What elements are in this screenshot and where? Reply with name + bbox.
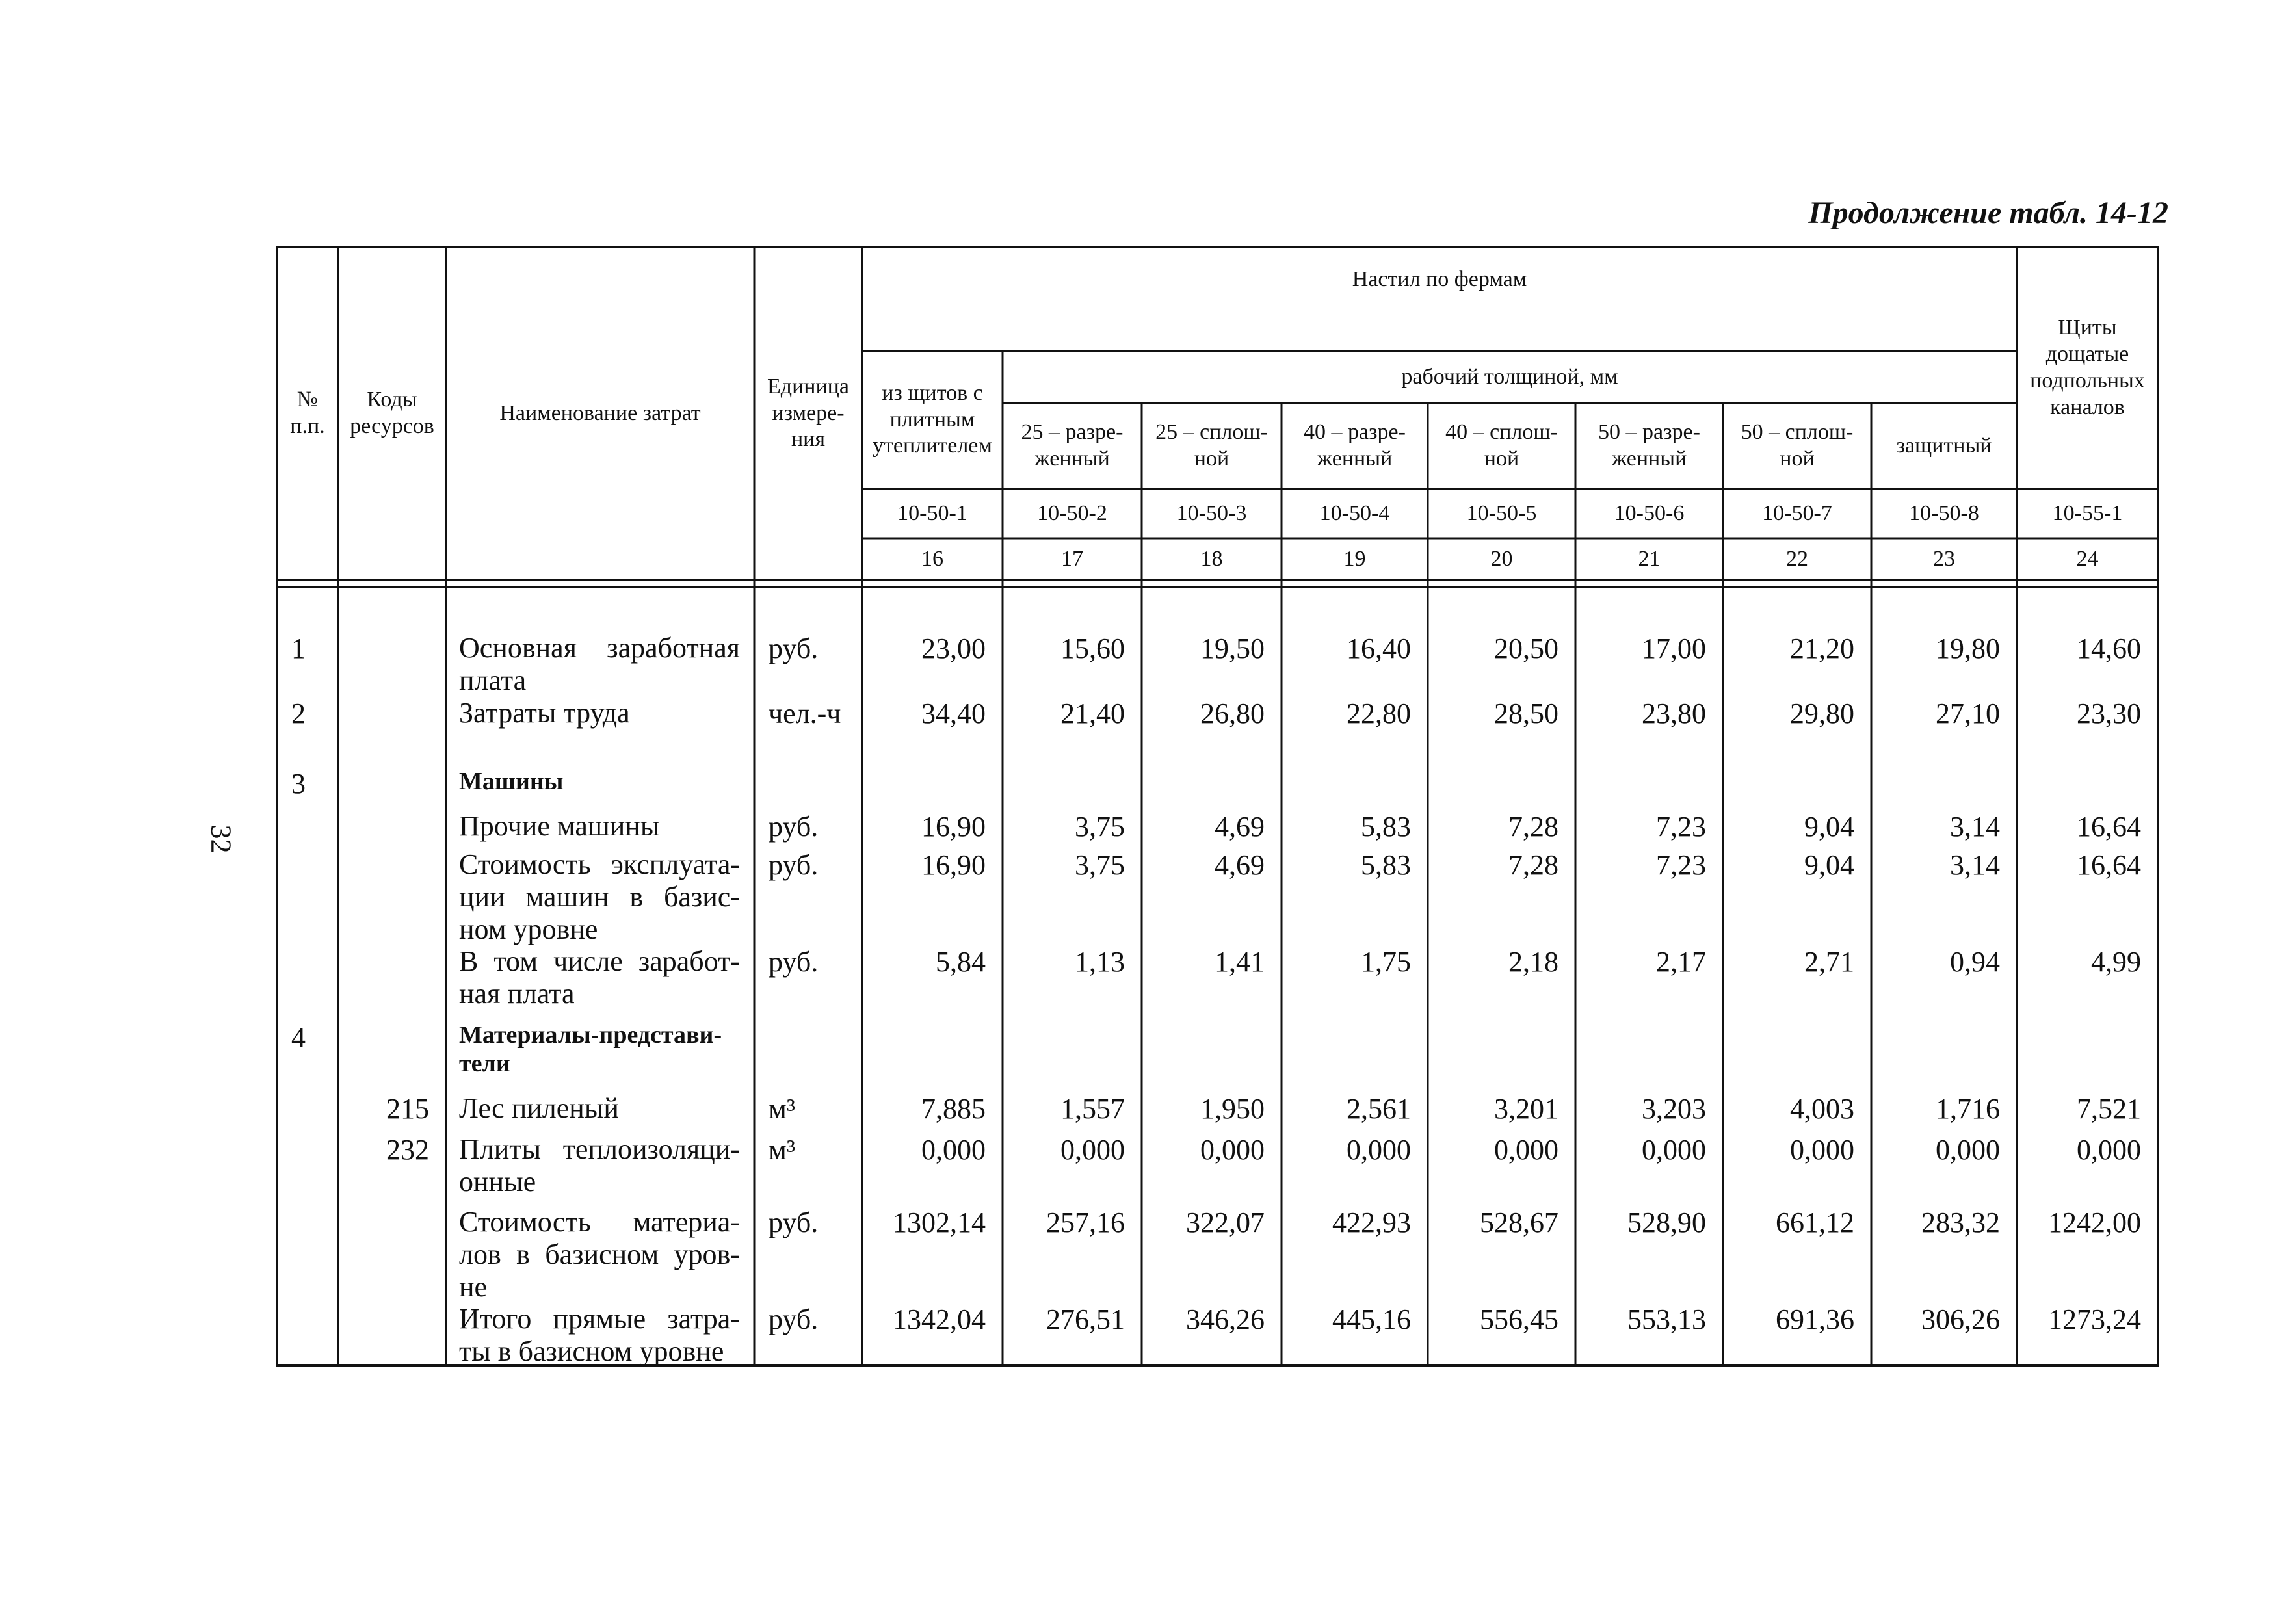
norm-code: 10-50-2 — [1037, 501, 1107, 525]
column-number: 22 — [1786, 546, 1808, 571]
column-number: 16 — [921, 546, 943, 571]
cell-value: 2,561 — [1347, 1093, 1411, 1125]
column-header: 50 – разре-женный — [1598, 420, 1700, 471]
cell-value: 661,12 — [1776, 1207, 1854, 1238]
cost-name: Машины — [459, 768, 564, 795]
cell-value: 1,41 — [1215, 946, 1265, 978]
cell-value: 1,557 — [1060, 1093, 1125, 1125]
row-number: 4 — [291, 1021, 306, 1053]
cell-value: 3,75 — [1075, 811, 1125, 843]
cell-value: 1242,00 — [2048, 1207, 2141, 1238]
unit-of-measure: руб. — [769, 849, 819, 881]
header-group: Настил по фермам — [1352, 267, 1527, 291]
cell-value: 26,80 — [1200, 698, 1265, 729]
cell-value: 2,18 — [1508, 946, 1558, 978]
cost-name: В том числе заработ-ная плата — [459, 945, 740, 1010]
column-header: 50 – сплош-ной — [1741, 420, 1854, 471]
cell-value: 276,51 — [1046, 1303, 1125, 1335]
cell-value: 7,28 — [1508, 811, 1558, 843]
column-number: 18 — [1200, 546, 1223, 571]
unit-of-measure: руб. — [769, 1303, 819, 1335]
cell-value: 15,60 — [1060, 633, 1125, 664]
norm-code: 10-50-4 — [1319, 501, 1390, 525]
cell-value: 21,20 — [1790, 633, 1854, 664]
cell-value: 4,99 — [2091, 946, 2141, 978]
cell-value: 3,203 — [1642, 1093, 1706, 1125]
column-number: 23 — [1933, 546, 1955, 571]
cost-name: Затраты труда — [459, 697, 630, 729]
column-header: 25 – разре-женный — [1021, 420, 1124, 471]
unit-of-measure: м³ — [769, 1093, 796, 1125]
page-number: 32 — [205, 824, 237, 854]
cell-value: 0,94 — [1950, 946, 2000, 978]
cell-value: 1342,04 — [893, 1303, 986, 1335]
cell-value: 306,26 — [1921, 1303, 2000, 1335]
cell-value: 0,000 — [1060, 1134, 1125, 1166]
cell-value: 22,80 — [1347, 698, 1411, 729]
cell-value: 1,75 — [1361, 946, 1411, 978]
cell-value: 34,40 — [921, 698, 986, 729]
cost-name: Стоимость эксплуата-ции машин в базис-ном уровне — [459, 848, 740, 945]
cell-value: 9,04 — [1804, 849, 1854, 881]
cell-value: 20,50 — [1494, 633, 1558, 664]
column-header: из щитов с плитным утеплителем — [873, 380, 992, 458]
cell-value: 21,40 — [1060, 698, 1125, 729]
cell-value: 7,885 — [921, 1093, 986, 1125]
unit-of-measure: руб. — [769, 633, 819, 664]
cell-value: 7,23 — [1656, 849, 1706, 881]
header-name: Наименование затрат — [499, 400, 701, 425]
cell-value: 257,16 — [1046, 1207, 1125, 1238]
cost-name: Лес пиленый — [459, 1092, 619, 1124]
cell-value: 528,90 — [1627, 1207, 1706, 1238]
cell-value: 1273,24 — [2048, 1303, 2141, 1335]
cost-name: Стоимость материа-лов в базисном уров-не — [459, 1206, 740, 1303]
cell-value: 3,14 — [1950, 849, 2000, 881]
cell-value: 17,00 — [1642, 633, 1706, 664]
cell-value: 283,32 — [1921, 1207, 2000, 1238]
cell-value: 346,26 — [1186, 1303, 1265, 1335]
cell-value: 23,30 — [2077, 698, 2141, 729]
norm-code: 10-50-3 — [1176, 501, 1247, 525]
column-number: 21 — [1638, 546, 1661, 571]
cell-value: 3,201 — [1494, 1093, 1558, 1125]
norm-code: 10-50-6 — [1614, 501, 1685, 525]
column-header: 40 – сплош-ной — [1445, 420, 1558, 471]
cell-value: 0,000 — [1936, 1134, 2000, 1166]
cost-name: Основная заработная плата — [459, 632, 740, 696]
row-number: 3 — [291, 768, 306, 800]
cell-value: 27,10 — [1936, 698, 2000, 729]
row-number: 1 — [291, 633, 306, 664]
column-number: 20 — [1490, 546, 1513, 571]
cell-value: 0,000 — [2077, 1134, 2141, 1166]
cell-value: 322,07 — [1186, 1207, 1265, 1238]
column-number: 17 — [1061, 546, 1083, 571]
cost-name: Материалы-представи-тели — [459, 1021, 722, 1077]
cell-value: 0,000 — [921, 1134, 986, 1166]
cost-table — [277, 247, 2159, 1367]
cell-value: 19,80 — [1936, 633, 2000, 664]
cost-name: Плиты теплоизоляци-онные — [459, 1133, 740, 1198]
cell-value: 23,80 — [1642, 698, 1706, 729]
norm-code: 10-50-1 — [897, 501, 967, 525]
norm-code: 10-55-1 — [2052, 501, 2123, 525]
cell-value: 14,60 — [2077, 633, 2141, 664]
unit-of-measure: руб. — [769, 811, 819, 843]
cell-value: 16,40 — [1347, 633, 1411, 664]
cell-value: 0,000 — [1347, 1134, 1411, 1166]
norm-code: 10-50-8 — [1909, 501, 1979, 525]
cell-value: 7,28 — [1508, 849, 1558, 881]
norm-code: 10-50-5 — [1466, 501, 1537, 525]
column-number: 19 — [1343, 546, 1366, 571]
header-unit: Единица измере-ния — [767, 374, 849, 452]
cell-value: 553,13 — [1627, 1303, 1706, 1335]
cell-value: 5,83 — [1361, 849, 1411, 881]
cell-value: 16,64 — [2077, 849, 2141, 881]
column-header: защитный — [1896, 433, 1992, 458]
cell-value: 19,50 — [1200, 633, 1265, 664]
header-subgroup: рабочий толщиной, мм — [1401, 364, 1618, 389]
cell-value: 7,521 — [2077, 1093, 2141, 1125]
cell-value: 0,000 — [1642, 1134, 1706, 1166]
header-shields: Щиты дощатые подпольных каналов — [2030, 315, 2145, 419]
cell-value: 3,14 — [1950, 811, 2000, 843]
cell-value: 5,84 — [936, 946, 986, 978]
cell-value: 23,00 — [921, 633, 986, 664]
unit-of-measure: чел.-ч — [769, 698, 841, 729]
cell-value: 4,003 — [1790, 1093, 1854, 1125]
cell-value: 7,23 — [1656, 811, 1706, 843]
column-header: 40 – разре-женный — [1304, 420, 1406, 471]
norm-code: 10-50-7 — [1762, 501, 1832, 525]
cell-value: 2,71 — [1804, 946, 1854, 978]
cell-value: 16,90 — [921, 849, 986, 881]
cell-value: 5,83 — [1361, 811, 1411, 843]
unit-of-measure: руб. — [769, 946, 819, 978]
cell-value: 16,90 — [921, 811, 986, 843]
column-number: 24 — [2076, 546, 2099, 571]
cell-value: 9,04 — [1804, 811, 1854, 843]
cell-value: 445,16 — [1332, 1303, 1411, 1335]
cell-value: 422,93 — [1332, 1207, 1411, 1238]
cell-value: 1,13 — [1075, 946, 1125, 978]
cell-value: 4,69 — [1215, 849, 1265, 881]
cell-value: 0,000 — [1494, 1134, 1558, 1166]
cell-value: 16,64 — [2077, 811, 2141, 843]
resource-code: 215 — [386, 1093, 429, 1125]
row-number: 2 — [291, 698, 306, 729]
cell-value: 2,17 — [1656, 946, 1706, 978]
cell-value: 0,000 — [1790, 1134, 1854, 1166]
cell-value: 4,69 — [1215, 811, 1265, 843]
unit-of-measure: руб. — [769, 1207, 819, 1238]
header-codes: Коды ресурсов — [350, 387, 434, 438]
cell-value: 0,000 — [1200, 1134, 1265, 1166]
cell-value: 29,80 — [1790, 698, 1854, 729]
cost-name: Итого прямые затра-ты в базисном уровне — [459, 1303, 740, 1367]
cell-value: 691,36 — [1776, 1303, 1854, 1335]
cell-value: 556,45 — [1480, 1303, 1558, 1335]
cell-value: 28,50 — [1494, 698, 1558, 729]
cell-value: 528,67 — [1480, 1207, 1558, 1238]
table-continuation-label: Продолжение табл. 14-12 — [1808, 196, 2168, 230]
cost-name: Прочие машины — [459, 810, 660, 842]
cell-value: 1,716 — [1936, 1093, 2000, 1125]
cell-value: 1,950 — [1200, 1093, 1265, 1125]
cell-value: 3,75 — [1075, 849, 1125, 881]
header-no: № п.п. — [290, 387, 325, 438]
unit-of-measure: м³ — [769, 1134, 796, 1166]
column-header: 25 – сплош-ной — [1155, 420, 1268, 471]
resource-code: 232 — [386, 1134, 429, 1166]
cell-value: 1302,14 — [893, 1207, 986, 1238]
